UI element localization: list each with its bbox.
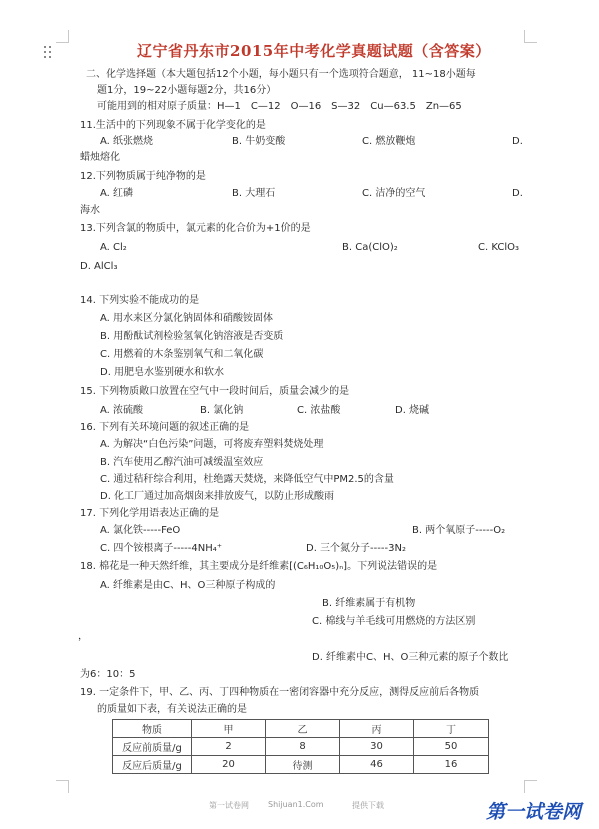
- q12-option-b: B. 大理石: [232, 188, 276, 199]
- atomic-masses: 可能用到的相对原子质量：H—1 C—12 O—16 S—32 Cu—63.5 Zn—65: [97, 101, 462, 112]
- table-header-cell: 物质: [113, 720, 192, 738]
- page-corner-mark: [56, 30, 69, 43]
- question-17: 17. 下列化学用语表达正确的是: [80, 508, 220, 519]
- q17-option-c: C. 四个铵根离子-----4NH₄⁺: [100, 543, 223, 554]
- table-header-cell: 乙: [266, 720, 340, 738]
- page-corner-mark: [524, 780, 537, 793]
- section-heading-cont: 题1分，19~22小题每题2分，共16分）: [97, 85, 277, 96]
- q18-option-d-text: 为6：10：5: [80, 669, 136, 680]
- table-cell: 待测: [266, 756, 340, 774]
- question-16: 16. 下列有关环境问题的叙述正确的是: [80, 422, 250, 433]
- q18-option-a: A. 纤维素是由C、H、O三种原子构成的: [100, 580, 276, 591]
- table-cell: 50: [414, 738, 489, 756]
- q15-option-b: B. 氯化钠: [200, 405, 244, 416]
- section-heading: 二、化学选择题（本大题包括12个小题，每小题只有一个选项符合题意， 11~18小题每: [86, 69, 476, 80]
- q13-option-b: B. Ca(ClO)₂: [342, 242, 398, 253]
- q15-option-d: D. 烧碱: [395, 405, 430, 416]
- table-cell: 2: [192, 738, 266, 756]
- q12-option-c: C. 洁净的空气: [362, 188, 426, 199]
- table-header-cell: 丁: [414, 720, 489, 738]
- table-cell: 46: [340, 756, 414, 774]
- q11-option-d-text: 蜡烛熔化: [80, 152, 120, 163]
- q13-option-a: A. Cl₂: [100, 242, 127, 253]
- page-corner-mark: [524, 30, 537, 43]
- table-cell: 20: [192, 756, 266, 774]
- q12-option-d-text: 海水: [80, 205, 100, 216]
- q16-option-d: D. 化工厂通过加高烟囱来排放废气，以防止形成酸雨: [100, 491, 335, 502]
- q14-option-c: C. 用燃着的木条鉴别氧气和二氧化碳: [100, 349, 264, 360]
- q16-option-a: A. 为解决“白色污染”问题，可将废弃塑料焚烧处理: [100, 439, 324, 450]
- q15-option-a: A. 浓硫酸: [100, 405, 144, 416]
- question-14: 14. 下列实验不能成功的是: [80, 295, 200, 306]
- question-12: 12.下列物质属于纯净物的是: [80, 171, 206, 182]
- question-19-cont: 的质量如下表，有关说法正确的是: [97, 704, 247, 715]
- table-row: [113, 720, 489, 738]
- q18-option-d: D. 纤维素中C、H、O三种元素的原子个数比: [312, 652, 509, 663]
- q12-option-d: D.: [512, 188, 523, 199]
- q16-option-c: C. 通过秸秆综合利用，杜绝露天焚烧，来降低空气中PM2.5的含量: [100, 474, 394, 485]
- table-header-cell: 甲: [192, 720, 266, 738]
- footer-download-text: 提供下载: [352, 801, 384, 810]
- q17-option-d: D. 三个氮分子-----3N₂: [306, 543, 406, 554]
- question-18: 18. 棉花是一种天然纤维，其主要成分是纤维素[(C₆H₁₀O₅)ₙ]。下列说法错误的是: [80, 561, 438, 572]
- q11-option-a: A. 纸张燃烧: [100, 136, 154, 147]
- q13-option-c: C. KClO₃: [478, 242, 519, 253]
- question-11: 11.生活中的下列现象不属于化学变化的是: [80, 120, 266, 131]
- footer-site-name: 第一试卷网: [209, 801, 249, 810]
- q12-option-a: A. 红磷: [100, 188, 134, 199]
- q11-option-b: B. 牛奶变酸: [232, 136, 286, 147]
- table-cell: 16: [414, 756, 489, 774]
- question-15: 15. 下列物质敞口放置在空气中一段时间后，质量会减少的是: [80, 386, 350, 397]
- q14-option-a: A. 用水来区分氯化钠固体和硝酸铵固体: [100, 313, 274, 324]
- question-13: 13.下列含氯的物质中，氯元素的化合价为+1价的是: [80, 223, 311, 234]
- q15-option-c: C. 浓盐酸: [297, 405, 341, 416]
- footer-site-url[interactable]: Shijuan1.Com: [268, 800, 324, 809]
- page-corner-mark: [56, 780, 69, 793]
- mass-table: [112, 719, 489, 774]
- move-handle-icon[interactable]: [44, 46, 54, 58]
- q18-option-c: C. 棉线与羊毛线可用燃烧的方法区别: [312, 616, 476, 627]
- table-row: [113, 738, 489, 756]
- table-cell: 反应前质量/g: [113, 738, 192, 756]
- q11-option-d: D.: [512, 136, 523, 147]
- table-cell: 8: [266, 738, 340, 756]
- site-logo: 第一试卷网: [486, 801, 582, 823]
- q14-option-d: D. 用肥皂水鉴别硬水和软水: [100, 367, 225, 378]
- q17-option-b: B. 两个氧原子-----O₂: [412, 525, 506, 536]
- q18-stray-comma: ，: [78, 631, 88, 642]
- q14-option-b: B. 用酚酞试剂检验氢氧化钠溶液是否变质: [100, 331, 284, 342]
- question-19: 19. 一定条件下，甲、乙、丙、丁四种物质在一密闭容器中充分反应，测得反应前后各物质: [80, 687, 480, 698]
- q17-option-a: A. 氯化铁-----FeO: [100, 525, 181, 536]
- table-cell: 30: [340, 738, 414, 756]
- table-row: [113, 756, 489, 774]
- table-cell: 反应后质量/g: [113, 756, 192, 774]
- q13-option-d: D. AlCl₃: [80, 261, 118, 272]
- q11-option-c: C. 燃放鞭炮: [362, 136, 416, 147]
- q16-option-b: B. 汽车使用乙醇汽油可减缓温室效应: [100, 457, 264, 468]
- q18-option-b: B. 纤维素属于有机物: [322, 598, 416, 609]
- table-header-cell: 丙: [340, 720, 414, 738]
- page-title: 辽宁省丹东市2015年中考化学真题试题（含答案）: [137, 42, 491, 60]
